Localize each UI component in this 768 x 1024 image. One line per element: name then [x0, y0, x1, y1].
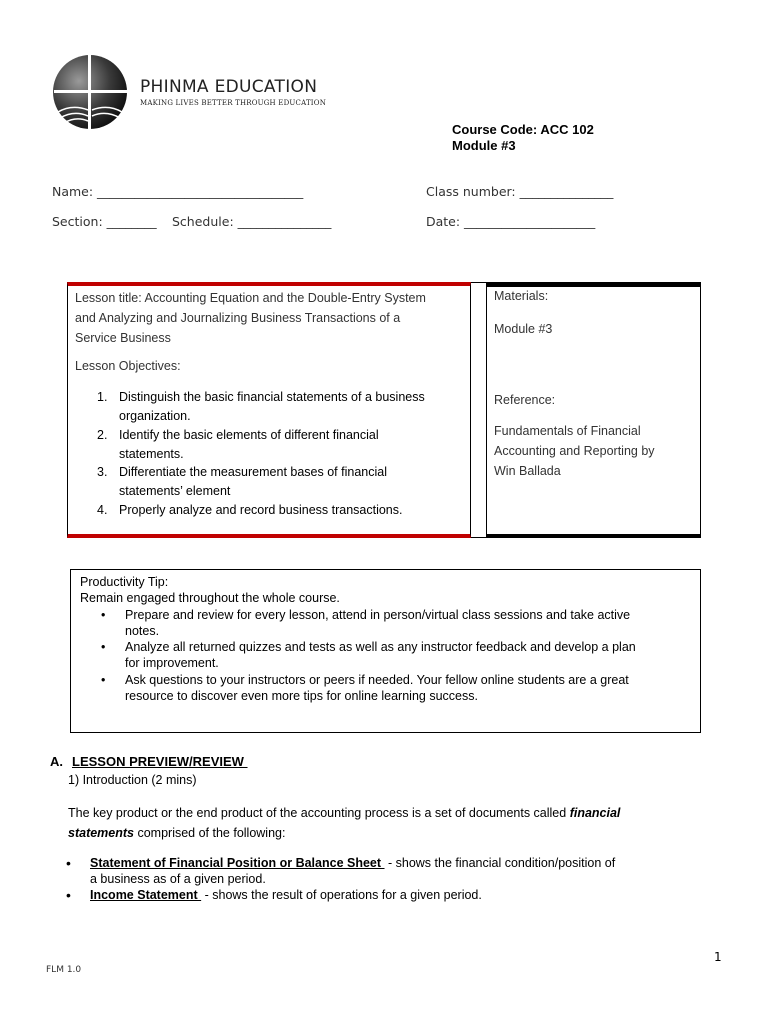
objective-text: Identify the basic elements of different financial	[119, 428, 379, 442]
bullet-icon: •	[101, 608, 106, 622]
para-emphasis: statements	[68, 826, 134, 840]
statement-term: Income Statement	[90, 888, 202, 902]
objective-number: 2.	[97, 428, 108, 442]
objective-text: Differentiate the measurement bases of financial	[119, 465, 387, 479]
objective-text: statements’ element	[119, 484, 231, 498]
statement-desc: - shows the result of operations for a given period.	[201, 888, 482, 902]
lesson-title-line: Service Business	[75, 331, 171, 345]
reference-label: Reference:	[494, 393, 556, 407]
tip-bullet-line: Prepare and review for every lesson, attend in person/virtual class sessions and take active	[125, 608, 631, 622]
course-code: Course Code: ACC 102	[452, 122, 594, 137]
section-a-heading: LESSON PREVIEW/REVIEW	[72, 754, 248, 769]
objective-number: 1.	[97, 390, 108, 404]
footer-code: FLM 1.0	[46, 965, 82, 975]
reference-line: Win Ballada	[494, 464, 561, 478]
statement-item	[90, 887, 700, 903]
statement-desc: - shows the financial condition/position of	[384, 856, 616, 870]
objective-text: Distinguish the basic financial statements of a business	[119, 390, 425, 404]
objective-text: Properly analyze and record business transactions.	[119, 503, 403, 517]
section-a-letter: A.	[50, 754, 63, 769]
tip-bullet	[125, 672, 700, 705]
page-number: 1	[714, 950, 722, 964]
tip-bullet-line: notes.	[125, 624, 160, 639]
tip-bullet-line: Analyze all returned quizzes and tests as well as any instructor feedback and develop a plan	[125, 640, 636, 654]
tip-bullet	[125, 639, 700, 672]
box-spacer	[471, 282, 487, 538]
para-text: comprised of the following:	[134, 826, 286, 840]
statement-term: Statement of Financial Position or Balance Sheet	[90, 856, 385, 870]
tip-bullet-line: resource to discover even more tips for online learning success.	[125, 689, 478, 704]
reference-line: Fundamentals of Financial	[494, 424, 641, 438]
lesson-title-line: and Analyzing and Journalizing Business Transactions of a	[75, 311, 401, 325]
tip-bullet	[125, 607, 700, 640]
tip-bullet-line: Ask questions to your instructors or peers if needed. Your fellow online students are a great	[125, 673, 629, 687]
intro-subheading: 1) Introduction (2 mins)	[68, 773, 197, 787]
lesson-title-line: Lesson title: Accounting Equation and the Double-Entry System	[75, 291, 426, 305]
tip-bullet-line: for improvement.	[125, 656, 219, 671]
brand-name: PHINMA EDUCATION	[140, 77, 318, 97]
statement-item	[90, 855, 700, 887]
reference-text	[494, 421, 655, 481]
para-emphasis: financial	[569, 806, 621, 820]
bullet-icon: •	[101, 673, 106, 687]
bullet-icon: •	[101, 640, 106, 654]
name-field[interactable]: Name: _________________________________	[52, 184, 304, 199]
date-field[interactable]: Date: _____________________	[426, 214, 596, 229]
objective-text: statements.	[119, 447, 184, 461]
materials-module: Module #3	[494, 322, 553, 336]
materials-label: Materials:	[494, 289, 549, 303]
section-field[interactable]: Section: ________	[52, 214, 157, 229]
class-number-field[interactable]: Class number: _______________	[426, 184, 614, 199]
intro-paragraph	[68, 803, 708, 843]
tip-title: Productivity Tip:	[80, 575, 169, 589]
objective-number: 4.	[97, 503, 108, 517]
brand-tagline: MAKING LIVES BETTER THROUGH EDUCATION	[140, 99, 327, 107]
tip-intro: Remain engaged throughout the whole course.	[80, 591, 340, 605]
bullet-icon: •	[66, 855, 71, 871]
bullet-icon: •	[66, 887, 71, 903]
module-number: Module #3	[452, 138, 516, 153]
schedule-field[interactable]: Schedule: _______________	[172, 214, 332, 229]
lesson-title	[75, 288, 426, 348]
phinma-logo	[52, 52, 130, 132]
objectives-label: Lesson Objectives:	[75, 359, 181, 373]
para-text: The key product or the end product of the accounting process is a set of documents called	[68, 806, 570, 820]
objective-number: 3.	[97, 465, 108, 479]
statement-desc: a business as of a given period.	[90, 872, 266, 886]
reference-line: Accounting and Reporting by	[494, 444, 655, 458]
objective-text: organization.	[119, 409, 191, 423]
